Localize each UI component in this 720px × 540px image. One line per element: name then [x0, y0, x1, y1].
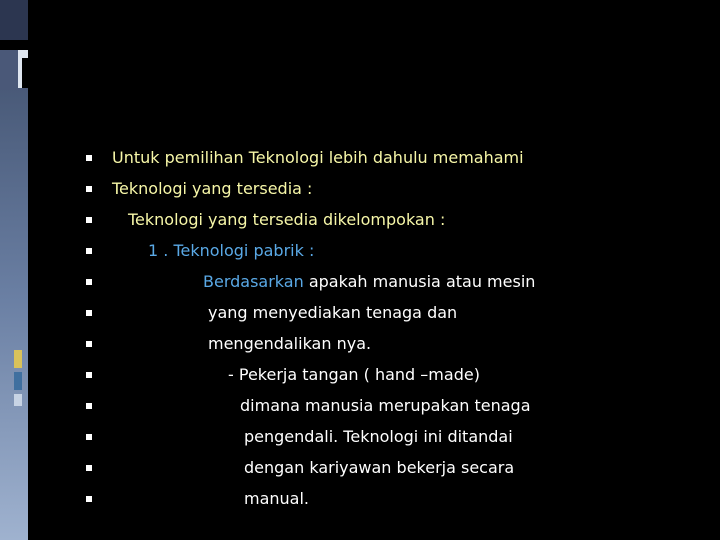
line-3: Teknologi yang tersedia dikelompokan : [128, 210, 446, 229]
line-9: dimana manusia merupakan tenaga [240, 396, 531, 415]
line-2: Teknologi yang tersedia : [112, 179, 313, 198]
strip-block-top [0, 0, 28, 40]
bullet-icon [86, 465, 92, 471]
bullet-icon [86, 341, 92, 347]
line-5-highlight: Berdasarkan [203, 272, 304, 291]
line-4: 1 . Teknologi pabrik : [148, 241, 315, 260]
line-11: dengan kariyawan bekerja secara [244, 458, 515, 477]
bullet-icon [86, 403, 92, 409]
corner-mark-inner [22, 58, 28, 88]
bullet-icon [86, 279, 92, 285]
bullet-icon [86, 217, 92, 223]
line-7: mengendalikan nya. [208, 334, 372, 353]
bullet-icon [86, 372, 92, 378]
right-edge [714, 0, 720, 540]
line-1: Untuk pemilihan Teknologi lebih dahulu memahami [112, 148, 524, 167]
bullet-icon [86, 155, 92, 161]
line-12: manual. [244, 489, 310, 508]
line-5 [203, 272, 535, 291]
bullet-icon [86, 186, 92, 192]
line-5-rest: apakah manusia atau mesin [303, 272, 536, 291]
strip-accent-blue [14, 372, 22, 390]
line-6: yang menyediakan tenaga dan [208, 303, 458, 322]
strip-block-gap [0, 40, 28, 50]
bullet-icon [86, 434, 92, 440]
line-8: - Pekerja tangan ( hand –made) [228, 365, 480, 384]
strip-accent-yellow [14, 350, 22, 368]
bullet-icon [86, 496, 92, 502]
line-10: pengendali. Teknologi ini ditandai [244, 427, 513, 446]
slide-body [28, 140, 714, 520]
strip-accent-light [14, 394, 22, 406]
bullet-icon [86, 248, 92, 254]
bullet-icon [86, 310, 92, 316]
